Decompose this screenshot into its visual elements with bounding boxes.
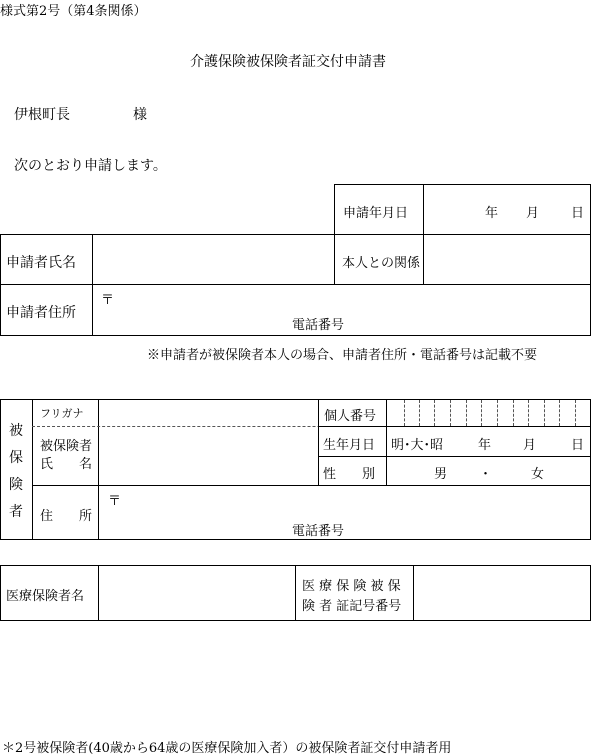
insurance-cert-label-line1: 医 療 保 険 被 保	[302, 579, 401, 594]
application-date-month: 月	[526, 206, 540, 221]
sex-male-option[interactable]: 男	[434, 467, 448, 482]
insured-postal-mark: 〒	[108, 494, 122, 509]
birthdate-era: 明･大･昭	[391, 438, 444, 453]
sex-separator: ・	[479, 467, 493, 482]
insured-address-label: 住 所	[40, 509, 93, 524]
birthdate-label: 生年月日	[323, 438, 376, 453]
relation-label: 本人との関係	[342, 256, 421, 271]
birthdate-day: 日	[571, 438, 585, 453]
form-title: 介護保険被保険者証交付申請書	[190, 54, 386, 70]
applicant-phone-label: 電話番号	[292, 318, 345, 333]
insured-phone-label: 電話番号	[292, 524, 345, 539]
medical-insurer-field[interactable]	[99, 566, 294, 620]
applicant-address-label: 申請者住所	[6, 305, 76, 321]
birthdate-field[interactable]	[387, 427, 590, 455]
application-date-label: 申請年月日	[343, 206, 409, 221]
insured-address-field[interactable]	[99, 486, 590, 539]
insurance-cert-label-line2: 険 者 証記号番号	[302, 599, 402, 614]
honorific: 様	[133, 107, 147, 123]
relation-field[interactable]	[424, 235, 590, 283]
applicant-name-field[interactable]	[93, 235, 333, 283]
footer-note: ＊2号被保険者(40歳から64歳の医療保険加入者）の被保険者証交付申請者用	[2, 741, 452, 756]
intro-text: 次のとおり申請します。	[14, 158, 167, 174]
furigana-field[interactable]	[99, 400, 317, 425]
application-date-field[interactable]	[424, 185, 590, 234]
insurance-cert-field[interactable]	[414, 566, 590, 620]
form-number: 様式第2号（第4条関係）	[0, 4, 147, 19]
birthdate-month: 月	[523, 438, 537, 453]
applicant-name-label: 申請者氏名	[6, 255, 76, 271]
application-date-day: 日	[571, 206, 585, 221]
personal-number-label: 個人番号	[324, 409, 377, 424]
applicant-postal-mark: 〒	[101, 293, 115, 308]
personal-number-field[interactable]	[387, 400, 590, 425]
applicant-note: ※申請者が被保険者本人の場合、申請者住所・電話番号は記載不要	[147, 348, 538, 363]
application-date-year: 年	[485, 206, 499, 221]
insured-group-label: 被 保 険 者	[9, 423, 23, 520]
insured-name-field[interactable]	[99, 427, 317, 484]
addressee: 伊根町長	[14, 107, 70, 123]
applicant-address-field[interactable]	[93, 285, 590, 335]
insured-name-label: 被保険者 氏 名	[40, 439, 93, 472]
furigana-label: フリガナ	[40, 407, 84, 420]
birthdate-year: 年	[478, 438, 492, 453]
sex-female-option[interactable]: 女	[531, 467, 545, 482]
medical-insurer-label: 医療保険者名	[6, 589, 85, 604]
sex-label: 性 別	[323, 467, 376, 482]
